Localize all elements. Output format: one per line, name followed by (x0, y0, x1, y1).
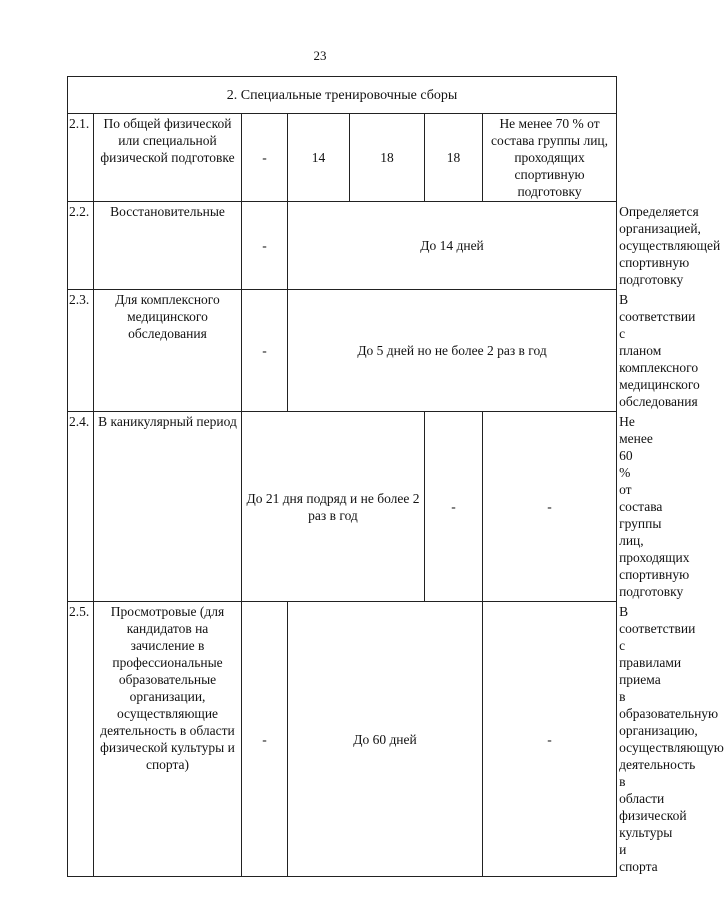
value-cell: - (483, 412, 617, 602)
merged-value-cell: До 5 дней но не более 2 раз в год (288, 290, 617, 412)
merged-value-cell: До 21 дня подряд и не более 2 раз в год (242, 412, 425, 602)
section-header-row (68, 77, 617, 114)
value-cell: - (242, 602, 288, 877)
value-cell: - (242, 114, 288, 202)
camp-type: Просмотровые (для кандидатов на зачисление в профессиональные образовательные организации, осуществляющие деятельность в области физической культуры и спорта) (94, 602, 242, 877)
table-row (68, 114, 617, 202)
section-title: 2. Специальные тренировочные сборы (68, 77, 617, 114)
table-row: 2.2. Восстановительные - До 14 дней Определяется организацией, осуществляющей спортивную подготовку (68, 202, 617, 290)
note-cell: Не менее 70 % от состава группы лиц, проходящих спортивную подготовку (483, 114, 617, 202)
row-number: 2.4. (68, 412, 94, 602)
value-cell: - (242, 290, 288, 412)
value-cell: 14 (288, 114, 350, 202)
training-camps-table (67, 76, 724, 877)
table-row: 2.4. В каникулярный период До 21 дня подряд и не более 2 раз в год - - Не менее 60 % от состава группы лиц, проходящих спортивную подготовку (68, 412, 617, 602)
row-number: 2.2. (68, 202, 94, 290)
merged-value-cell: До 60 дней (288, 602, 483, 877)
row-number: 2.3. (68, 290, 94, 412)
camp-type: В каникулярный период (94, 412, 242, 602)
table-row: 2.5. Просмотровые (для кандидатов на зачисление в профессиональные образовательные организации, осуществляющие деятельность в области физической культуры и спорта) - До 60 дней - В соответствии с правилами приема в образовательную организацию, осуществляющую деятельность в области физической культуры и спорта (68, 602, 617, 877)
table-row: 2.3. Для комплексного медицинского обследования - До 5 дней но не более 2 раз в год В соответствии с планом комплексного медицинского обследования (68, 290, 617, 412)
camp-type: Для комплексного медицинского обследования (94, 290, 242, 412)
value-cell: 18 (425, 114, 483, 202)
camp-type: Восстановительные (94, 202, 242, 290)
merged-value-cell: До 14 дней (288, 202, 617, 290)
page-number: 23 (313, 48, 327, 63)
row-number: 2.5. (68, 602, 94, 877)
camp-type: По общей физической или специальной физической подготовке (94, 114, 242, 202)
value-cell: - (425, 412, 483, 602)
value-cell: 18 (350, 114, 425, 202)
row-number: 2.1. (68, 114, 94, 202)
value-cell: - (483, 602, 617, 877)
value-cell: - (242, 202, 288, 290)
